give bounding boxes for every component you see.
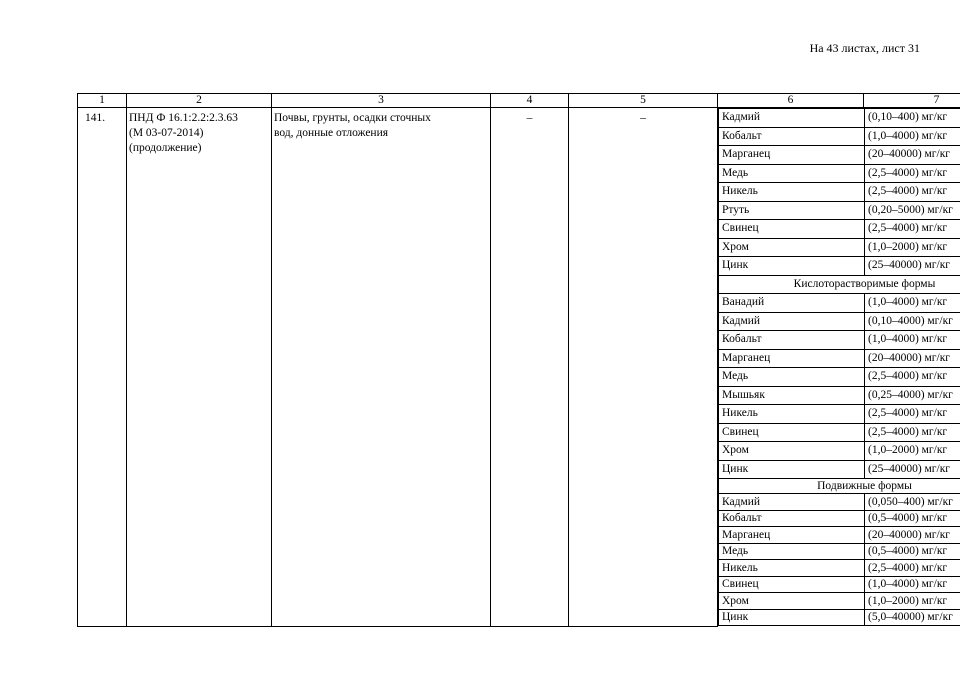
- table-row: [719, 127, 960, 146]
- group1-rows: [719, 109, 960, 276]
- indicator-name: Хром: [719, 238, 865, 257]
- indicator-name: Никель: [719, 405, 865, 424]
- test-objects: Почвы, грунты, осадки сточных вод, донные отложения: [272, 108, 491, 627]
- table-row: [719, 609, 960, 626]
- indicator-name: Ванадий: [719, 294, 865, 313]
- table-row: [719, 349, 960, 368]
- column-number: 3: [272, 94, 491, 108]
- table-row: [719, 527, 960, 544]
- group3-rows: [719, 494, 960, 626]
- indicator-name: Кадмий: [719, 109, 865, 128]
- indicator-name: Марганец: [719, 349, 865, 368]
- measurement-range: (25–40000) мг/кг: [865, 257, 960, 276]
- page-sheet-info: На 43 листах, лист 31: [809, 41, 920, 55]
- measurement-range: (20–40000) мг/кг: [865, 527, 960, 544]
- indicator-name: Свинец: [719, 423, 865, 442]
- table-row: [719, 312, 960, 331]
- indicator-name: Никель: [719, 560, 865, 577]
- measurement-range: (0,25–4000) мг/кг: [865, 386, 960, 405]
- measurement-range: (2,5–4000) мг/кг: [865, 220, 960, 239]
- measurement-range: (1,0–2000) мг/кг: [865, 442, 960, 461]
- measurement-range: (2,5–4000) мг/кг: [865, 423, 960, 442]
- column-number: 5: [569, 94, 718, 108]
- indicator-name: Свинец: [719, 220, 865, 239]
- measurement-range: (2,5–4000) мг/кг: [865, 164, 960, 183]
- measurement-range: (0,5–4000) мг/кг: [865, 543, 960, 560]
- measurement-range: (1,0–2000) мг/кг: [865, 593, 960, 610]
- section-title-mobile: Подвижные формы: [719, 479, 960, 494]
- method-document: ПНД Ф 16.1:2.2:2.3.63 (М 03-07-2014) (продолжение): [127, 108, 272, 627]
- measurement-range: (0,20–5000) мг/кг: [865, 201, 960, 220]
- table-row: [719, 109, 960, 128]
- indicator-name: Свинец: [719, 576, 865, 593]
- measurement-range: (25–40000) мг/кг: [865, 460, 960, 479]
- table-row: [719, 494, 960, 511]
- column-5-value: –: [569, 108, 718, 627]
- indicator-name: Кобальт: [719, 331, 865, 350]
- table-row: [719, 294, 960, 313]
- column-number: 2: [127, 94, 272, 108]
- indicator-range-cell: [718, 108, 960, 627]
- measurement-range: (0,10–4000) мг/кг: [865, 312, 960, 331]
- indicator-name: Хром: [719, 442, 865, 461]
- measurement-range: (20–40000) мг/кг: [865, 146, 960, 165]
- indicator-name: Марганец: [719, 146, 865, 165]
- column-number: 1: [78, 94, 127, 108]
- table-row: [719, 543, 960, 560]
- measurement-range: (2,5–4000) мг/кг: [865, 405, 960, 424]
- measurement-range: (0,10–400) мг/кг: [865, 109, 960, 128]
- indicator-name: Кадмий: [719, 312, 865, 331]
- indicator-name: Никель: [719, 183, 865, 202]
- table-row: [719, 220, 960, 239]
- column-number: 6: [718, 94, 864, 108]
- group2-rows: [719, 294, 960, 479]
- table-row: [719, 331, 960, 350]
- section-heading-row: [719, 275, 960, 294]
- indicator-name: Цинк: [719, 609, 865, 626]
- indicator-name: Медь: [719, 368, 865, 387]
- indicator-name: Мышьяк: [719, 386, 865, 405]
- section-heading-row: [719, 479, 960, 494]
- table-row: [719, 238, 960, 257]
- indicator-name: Ртуть: [719, 201, 865, 220]
- table-row: [719, 164, 960, 183]
- table-row: [78, 108, 960, 627]
- table-row: [719, 576, 960, 593]
- indicator-name: Кобальт: [719, 127, 865, 146]
- indicator-name: Марганец: [719, 527, 865, 544]
- table-row: [719, 183, 960, 202]
- table-row: [719, 257, 960, 276]
- table-row: [719, 593, 960, 610]
- indicator-name: Медь: [719, 164, 865, 183]
- accreditation-table: [77, 93, 960, 627]
- indicator-name: Кобальт: [719, 510, 865, 527]
- table-row: [719, 146, 960, 165]
- table-row: [719, 460, 960, 479]
- column-number-row: [78, 94, 960, 108]
- indicator-name: Кадмий: [719, 494, 865, 511]
- column-number: 4: [491, 94, 569, 108]
- measurement-range: (1,0–2000) мг/кг: [865, 238, 960, 257]
- measurement-range: (1,0–4000) мг/кг: [865, 576, 960, 593]
- row-number: 141.: [78, 108, 127, 627]
- table-row: [719, 405, 960, 424]
- section-title-acid-soluble: Кислоторастворимые формы: [719, 275, 960, 294]
- indicator-range-table: [718, 108, 960, 626]
- table-row: [719, 510, 960, 527]
- indicator-name: Медь: [719, 543, 865, 560]
- measurement-range: (2,5–4000) мг/кг: [865, 183, 960, 202]
- column-number: 7: [864, 94, 960, 108]
- table-row: [719, 442, 960, 461]
- measurement-range: (1,0–4000) мг/кг: [865, 331, 960, 350]
- indicator-name: Цинк: [719, 460, 865, 479]
- table-row: [719, 368, 960, 387]
- measurement-range: (1,0–4000) мг/кг: [865, 127, 960, 146]
- measurement-range: (0,5–4000) мг/кг: [865, 510, 960, 527]
- measurement-range: (1,0–4000) мг/кг: [865, 294, 960, 313]
- column-4-value: –: [491, 108, 569, 627]
- measurement-range: (20–40000) мг/кг: [865, 349, 960, 368]
- indicator-name: Цинк: [719, 257, 865, 276]
- measurement-range: (2,5–4000) мг/кг: [865, 560, 960, 577]
- measurement-range: (5,0–40000) мг/кг: [865, 609, 960, 626]
- table-row: [719, 201, 960, 220]
- table-row: [719, 423, 960, 442]
- table-row: [719, 560, 960, 577]
- measurement-range: (2,5–4000) мг/кг: [865, 368, 960, 387]
- measurement-range: (0,050–400) мг/кг: [865, 494, 960, 511]
- table-row: [719, 386, 960, 405]
- indicator-name: Хром: [719, 593, 865, 610]
